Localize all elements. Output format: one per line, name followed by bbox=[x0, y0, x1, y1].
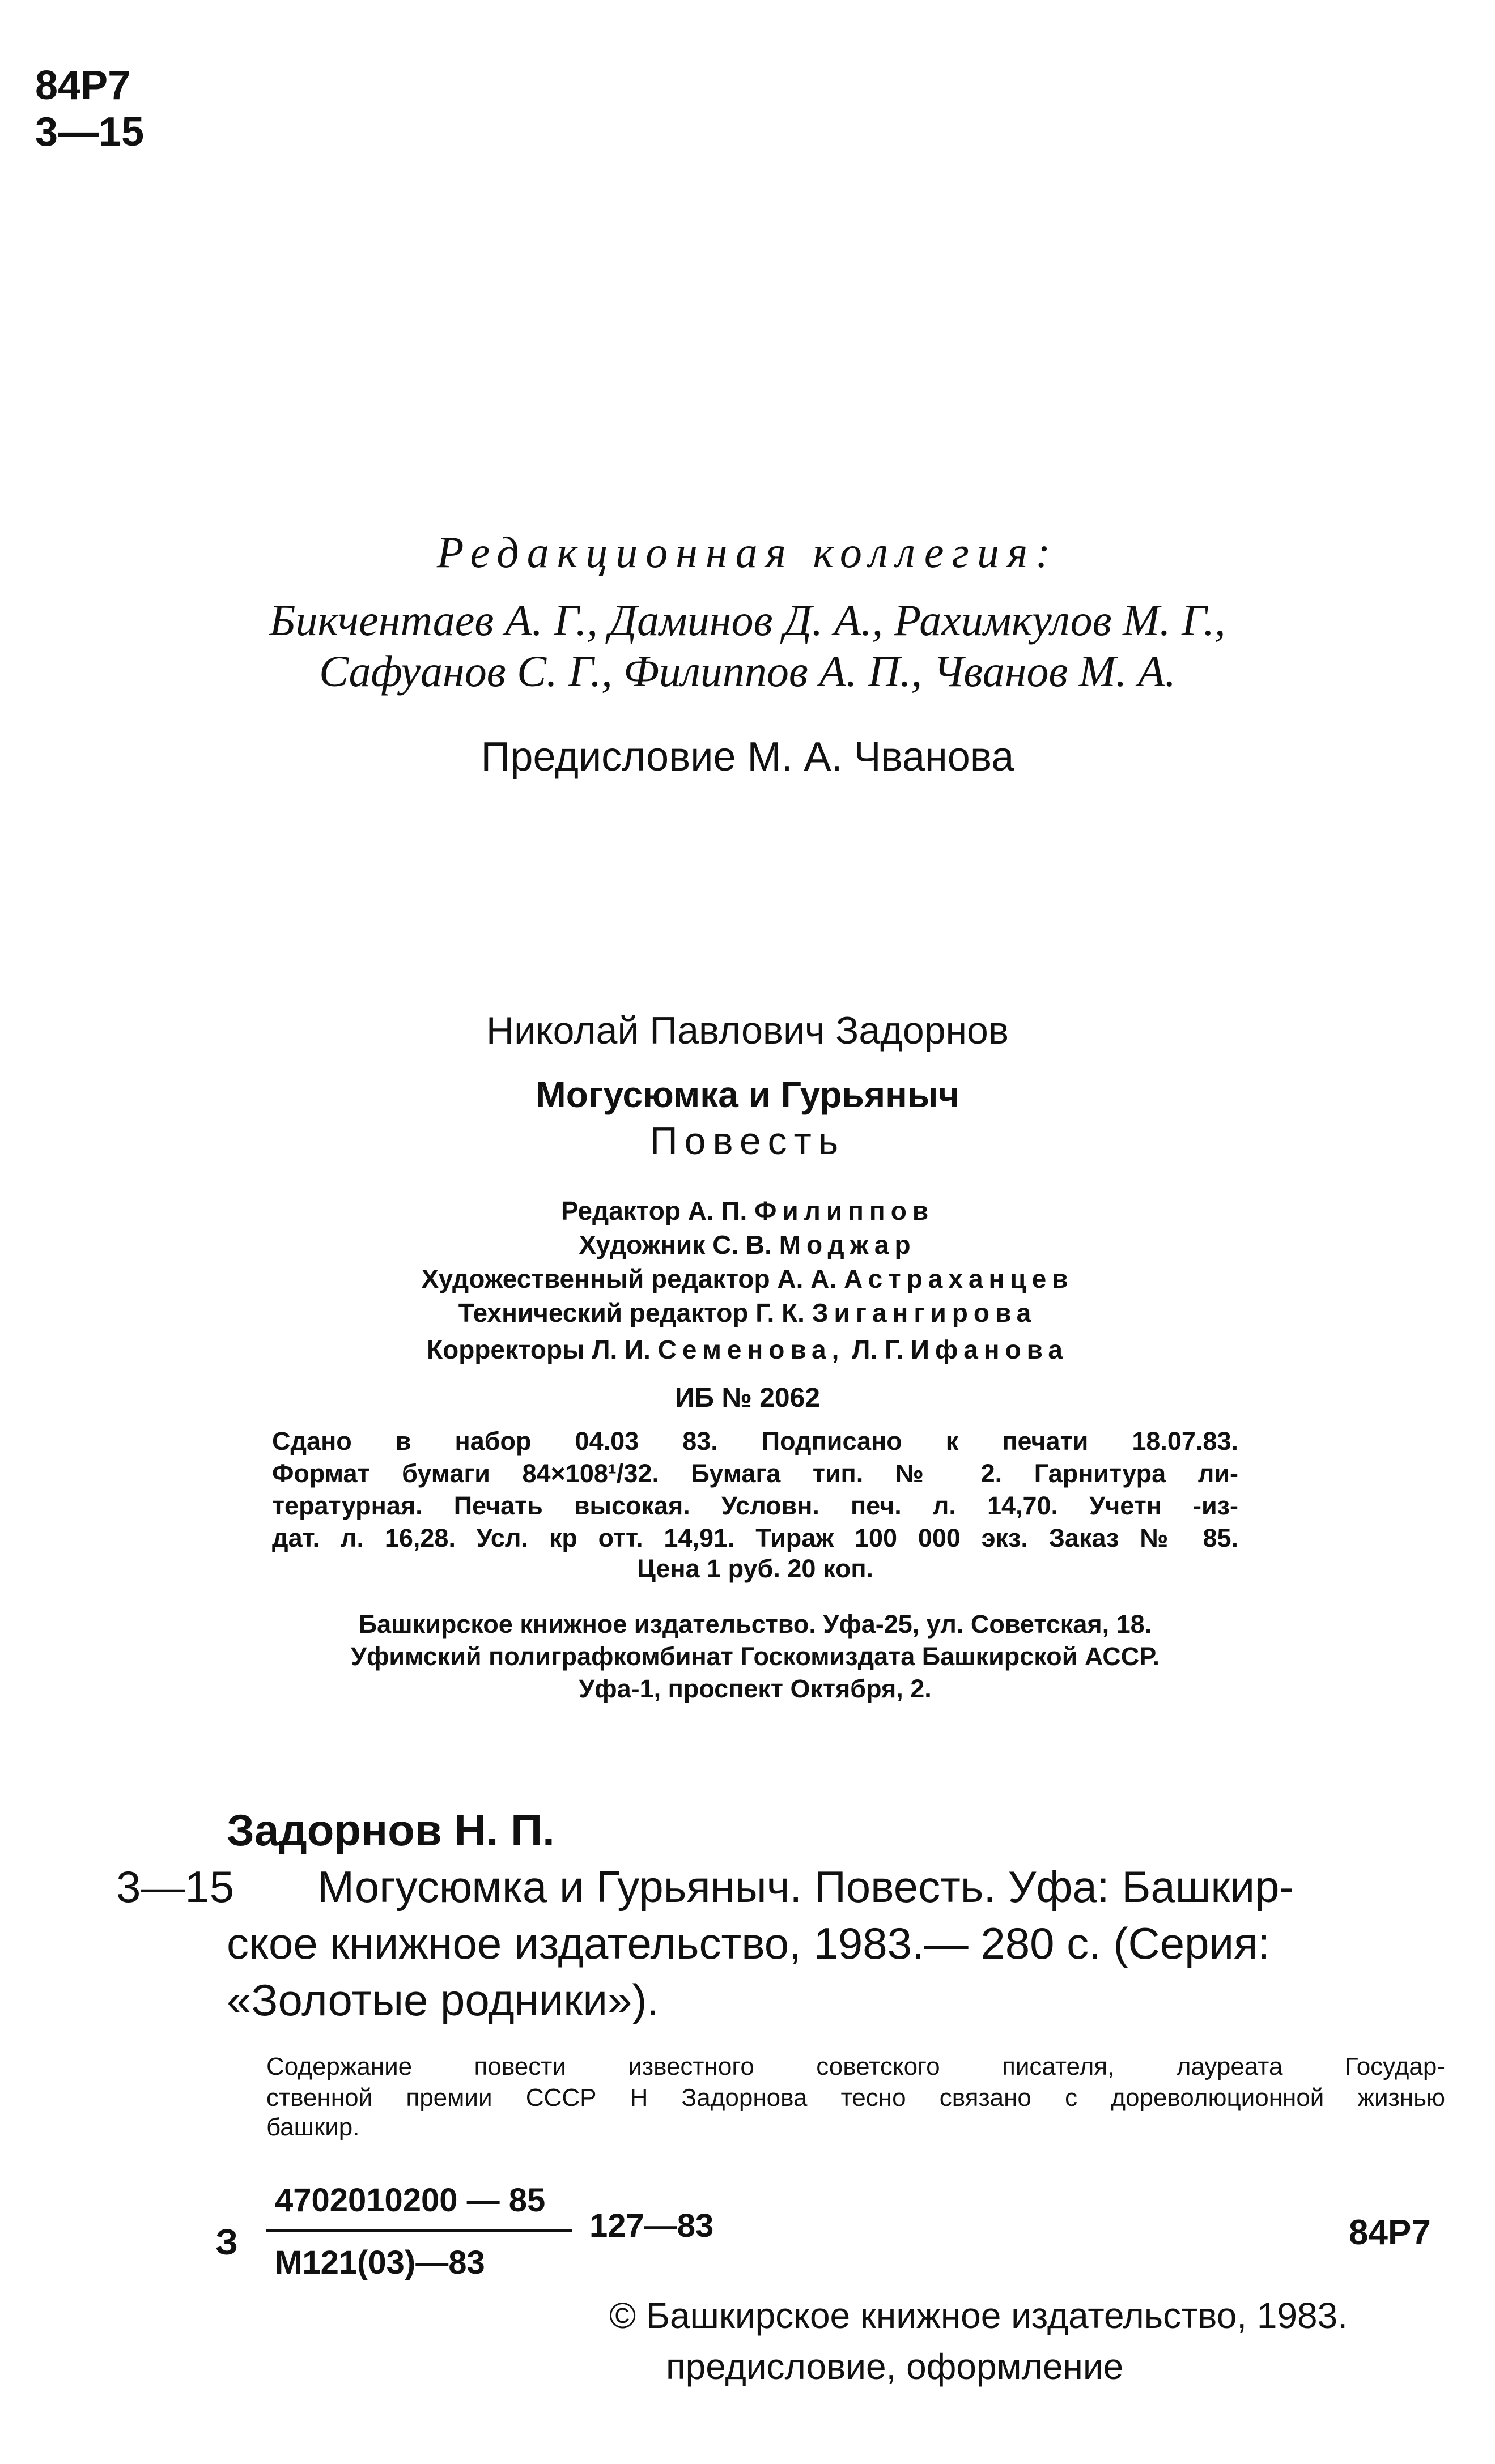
credit-tech-editor-name: Зигангирова bbox=[812, 1298, 1037, 1327]
credit-editor-label: Редактор А. П. bbox=[560, 1196, 748, 1225]
tech-line-1: Сдано в набор 04.03 83. Подписано к печати 18.07.83. bbox=[272, 1427, 1238, 1456]
editorial-board-line-2: Сафуанов С. Г., Филиппов А. П., Чванов М. А. bbox=[319, 646, 1176, 696]
isbn-denominator: М121(03)—83 bbox=[275, 2244, 485, 2281]
editorial-board-heading: Редакционная коллегия: bbox=[436, 527, 1059, 577]
tech-line-3: тературная. Печать высокая. Условн. печ. л. 14,70. Учетн -из- bbox=[272, 1491, 1238, 1520]
book-author: Николай Павлович Задорнов bbox=[486, 1009, 1009, 1052]
credit-artist-label: Художник С. В. bbox=[579, 1230, 772, 1259]
credit-art-editor-name: Астраханцев bbox=[843, 1264, 1074, 1293]
book-title: Могусюмка и Гурьяныч bbox=[536, 1074, 959, 1115]
credit-art-editor bbox=[0, 1263, 1495, 1294]
ib-number: ИБ № 2062 bbox=[675, 1383, 820, 1413]
book-genre: Повесть bbox=[649, 1120, 846, 1163]
isbn-suffix: 127—83 bbox=[589, 2207, 714, 2244]
fraction-line bbox=[266, 2229, 572, 2232]
publisher-line-3: Уфа-1, проспект Октября, 2. bbox=[579, 1674, 932, 1703]
isbn-prefix: З bbox=[215, 2222, 239, 2262]
copyright-line-1: © Башкирское книжное издательство, 1983. bbox=[609, 2295, 1348, 2336]
credit-art-editor-label: Художественный редактор А. А. bbox=[421, 1264, 837, 1293]
editorial-board-line-1: Бикчентаев А. Г., Даминов Д. А., Рахимкулов М. Г., bbox=[269, 595, 1226, 645]
annotation-line-3: башкир. bbox=[266, 2113, 360, 2141]
annotation-line-2: ственной премии СССР Н Задорнова тесно связано с дореволюционной жизнью bbox=[266, 2084, 1445, 2112]
publisher-line-1: Башкирское книжное издательство. Уфа-25, ул. Советская, 18. bbox=[358, 1610, 1152, 1639]
publisher-line-2: Уфимский полиграфкомбинат Госкомиздата Башкирской АССР. bbox=[350, 1642, 1160, 1671]
credit-proofreader-1: Семенова, bbox=[657, 1335, 845, 1364]
tech-line-4: дат. л. 16,28. Усл. кр отт. 14,91. Тираж 100 000 экз. Заказ № 85. bbox=[272, 1523, 1238, 1552]
catalog-line-1: Могусюмка и Гурьяныч. Повесть. Уфа: Башкир- bbox=[317, 1862, 1294, 1912]
credit-editor bbox=[0, 1195, 1495, 1226]
credit-tech-editor bbox=[0, 1297, 1495, 1328]
bbk-code-text: 84Р7 bbox=[35, 63, 131, 108]
author-mark-text: 3—15 bbox=[35, 109, 145, 155]
credit-editor-name: Филиппов bbox=[754, 1196, 935, 1225]
credit-artist-name: Моджар bbox=[779, 1230, 916, 1259]
credit-proofreaders bbox=[0, 1334, 1495, 1365]
catalog-line-3: «Золотые родники»). bbox=[227, 1975, 659, 2025]
catalog-author: Задорнов Н. П. bbox=[227, 1805, 555, 1855]
credit-artist bbox=[0, 1229, 1495, 1260]
catalog-mark: 3—15 bbox=[116, 1862, 235, 1912]
price: Цена 1 руб. 20 коп. bbox=[636, 1554, 874, 1583]
credit-proofreader-2-initials: Л. Г. bbox=[852, 1335, 904, 1364]
isbn-numerator: 4702010200 — 85 bbox=[275, 2182, 546, 2219]
bbk-code-bottom: 84Р7 bbox=[1349, 2213, 1431, 2252]
credit-proofreader-2: Ифанова bbox=[910, 1335, 1068, 1364]
credit-proofreaders-label: Корректоры Л. И. bbox=[427, 1335, 651, 1364]
copyright-line-2: предисловие, оформление bbox=[666, 2346, 1124, 2387]
preface-credit: Предисловие М. А. Чванова bbox=[481, 734, 1014, 780]
tech-line-2: Формат бумаги 84×108¹/32. Бумага тип. № 2. Гарнитура ли- bbox=[272, 1459, 1238, 1488]
catalog-line-2: ское книжное издательство, 1983.— 280 с. (Серия: bbox=[227, 1918, 1271, 1968]
bbk-code bbox=[35, 62, 144, 155]
credit-tech-editor-label: Технический редактор Г. К. bbox=[458, 1298, 805, 1327]
annotation-line-1: Содержание повести известного советского писателя, лауреата Государ- bbox=[266, 2053, 1445, 2080]
